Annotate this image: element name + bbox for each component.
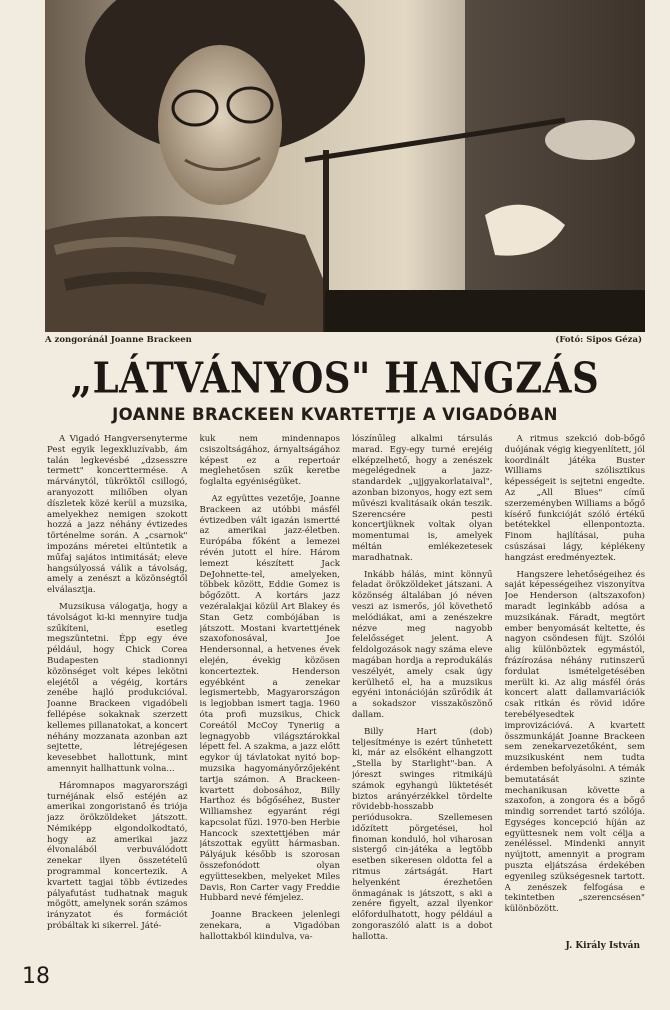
pianist-photo-illustration xyxy=(45,0,645,332)
paragraph: Háromnapos magyarországi turnéjának első estéjén az amerikai zongoristanő és triója jazz örökzöldeket játszott. Némiképp elgondolkodtató, hogy az amerikai jazz élvonalából verbuválódott zenekar ilyen összetételű programmal koncertezik. A kvartett tagjai több évtizedes pályafutást tudhatnak maguk mögött, amelynek során számos irányzatot és formációt próbáltak ki sikerrel. Játé- xyxy=(47,780,188,932)
paragraph: lószínűleg alkalmi társulás marad. Egy-egy turné erejéig elképzelhető, hogy a zenészek megelégednek a jazz-standardek „ujjgyakorlataival", azonban bizonyos, hogy ezt sem művészi kvalitásaik okán teszik. Szerencsére pesti koncertjüknek voltak olyan momentumai is, amelyek méltán emlékezetesek maradhatnak. xyxy=(352,434,493,563)
paragraph: Muzsikusa válogatja, hogy a távolságot ki-ki mennyire tudja szűkíteni, esetleg megszüntetni. Épp egy éve például, hogy Chick Corea Budapesten stadionnyi közönséget volt képes lekötni elejétől a végéig, kortárs zenébe hajló produkcióval. Joanne Brackeen vigadóbeli fellépése sokaknak szerzett kellemes pillanatokat, a koncert néhány mozzanata azonban azt sejtette, létrejégesen kevesebbet hallottunk, mint amennyit hallhattunk volna... xyxy=(47,601,188,774)
paragraph: kuk nem mindennapos csiszoltságához, árnyaltságához képest ez a repertoár meglehetősen szűk keretbe foglalta egyéniségüket. xyxy=(199,434,340,488)
photo-credit: (Fotó: Sipos Géza) xyxy=(555,335,642,345)
text-column-3 xyxy=(352,432,493,962)
paragraph: Az együttes vezetője, Joanne Brackeen az utóbbi másfél évtizedben vált igazán ismertté az amerikai jazz-életben. Európába főként a lemezei révén jutott el híre. Három lemezt készített Jack DeJohnette-tel, amelyeken, többek között, Eddie Gomez is bőgőzött. A kortárs jazz vezéralakjai közül Art Blakey és Stan Getz combójában is játszott. Mostani kvartettjének szaxofonosával, Joe Hendersonnal, a hetvenes évek elején, évekig közösen koncerteztek. Henderson egyébként a zenekar legismertebb, Magyarországon is legjobban ismert tagja. 1960 óta profi muzsikus, Chick Coreától McCoy Tyneriig a legnagyobb világsztárokkal lépett fel. A szakma, a jazz előtt egykor új távlatokat nyitó bop-muzsika hagyományőrzőjeként tartja számon. A Brackeen-kvartett dobosához, Billy Harthoz és bőgőséhez, Buster Williamshez egyaránt régi kapcsolat fűzi. 1970-ben Herbie Hancock szextettjében már játszottak együtt hármasban. Pályájuk később is szorosan összefonódott olyan együttesekben, melyeket Miles Davis, Ron Carter vagy Freddie Hubbard nevé fémjelez. xyxy=(199,493,340,904)
article-title: „LÁTVÁNYOS" HANGZÁS xyxy=(70,352,600,403)
paragraph: Joanne Brackeen jelenlegi zenekara, a Vigadóban hallottakból kiindulva, va- xyxy=(199,910,340,942)
article-body xyxy=(47,432,645,962)
paragraph: A ritmus szekció dob-bőgő duójának végig kiegyenlített, jól koordinált játéka Buster Williams szólisztikus képességeit is sejtetni engedte. Az „All Blues" című szerzeményben Williams a bőgő kísérő funkcióját szóló értékű betétekkel ellenpontozta. Finom hajlításai, puha csúszásai lágy, képlékeny hangzást eredményeztek. xyxy=(504,434,645,563)
text-column-1 xyxy=(47,432,188,962)
article-subtitle: JOANNE BRACKEEN KVARTETTJE A VIGADÓBAN xyxy=(112,405,558,424)
paragraph: Billy Hart (dob) teljesítménye is ezért tűnhetett ki, már az elsőként elhangzott „Stella by Starlight"-ban. A jóreszt swinges ritmikájú számok egyhangú lüktetését biztos arányérzékkel tördelte rövidebb-hosszabb periódusokra. Szellemesen időzített pörgetései, hol finoman konduló, hol viharosan sistergő cin-játéka a legtöbb esetben sikeresen oldotta fel a ritmus zártságát. Hart helyenként érezhetően önmagának is játszott, s aki a zenére figyelt, azzal ilyenkor előfordulhatott, hogy például a zongoraszóló alatt is a dobot hallotta. xyxy=(352,726,493,942)
text-column-4 xyxy=(505,432,646,962)
paragraph: Hangszere lehetőségeihez és saját képességeihez viszonyítva Joe Henderson (altszaxofon) maradt leginkább adósa a muzsikának. Fáradt, megtört ember benyomását keltette, és nagyon csöndesen fújt. Szólói alig különböztek egymástól, frázírozása néhány rutinszerű fordulat ismételgetésében merült ki. Az alig másfél órás koncert alatt dallamvariációk csak ritkán és rövid időre terebélyesedtek improvizációvá. A kvartett összmunkáját Joanne Brackeen sem zenekarvezetőként, sem muzsikusként nem tudta érdemben befolyásolni. A témák bemutatását szinte mechanikusan követte a szaxofon, a zongora és a bőgő mindig sorrendet tartó szólója. Egységes koncepció híján az együttesnek nem volt célja a zenéléssel. Mindenki annyit nyújtott, amennyit a program puszta eljátszása érdekében egyenileg szükségesnek tartott. A zenészek felfogása e tekintetben „szerencsésen" különbözött. xyxy=(504,569,645,915)
paragraph: Inkább hálás, mint könnyű feladat örökzöldeket játszani. A közönség általában jó néven veszi az ismerős, jól követhető melódiákat, ami a zenészekre nézve meg nagyobb felelősséget jelent. A feldolgozások nagy száma eleve magában hordja a reprodukálás veszélyét, amely csak úgy kerülhető el, ha a muzsikus egyéni intonációján szűrődik át a sokadszor visszaköszönő dallam. xyxy=(352,569,493,720)
paragraph: A Vigadó Hangversenyterme Pest egyik legexkluzívabb, ám talán legkevésbé „dzsesszre termett" koncerttermése. A márványtól, tükröktől csillogó, aranyozott miliőben olyan díszletek közé kerül a muzsika, amelyekhez nemigen szokott hozzá a jazz néhány évtizedes történelme során. A „csarnok" impozáns méretei eltüntetik a műfaj sajátos intimitását; eleve hangsúlyossá válik a távolság, amely a zenészt a közönségtől elválasztja. xyxy=(47,434,188,596)
page-number: 18 xyxy=(22,964,50,989)
photo-caption: A zongoránál Joanne Brackeen xyxy=(45,335,192,345)
text-column-2 xyxy=(200,432,341,962)
author-byline: J. Király István xyxy=(565,941,640,951)
article-photo xyxy=(45,0,645,332)
